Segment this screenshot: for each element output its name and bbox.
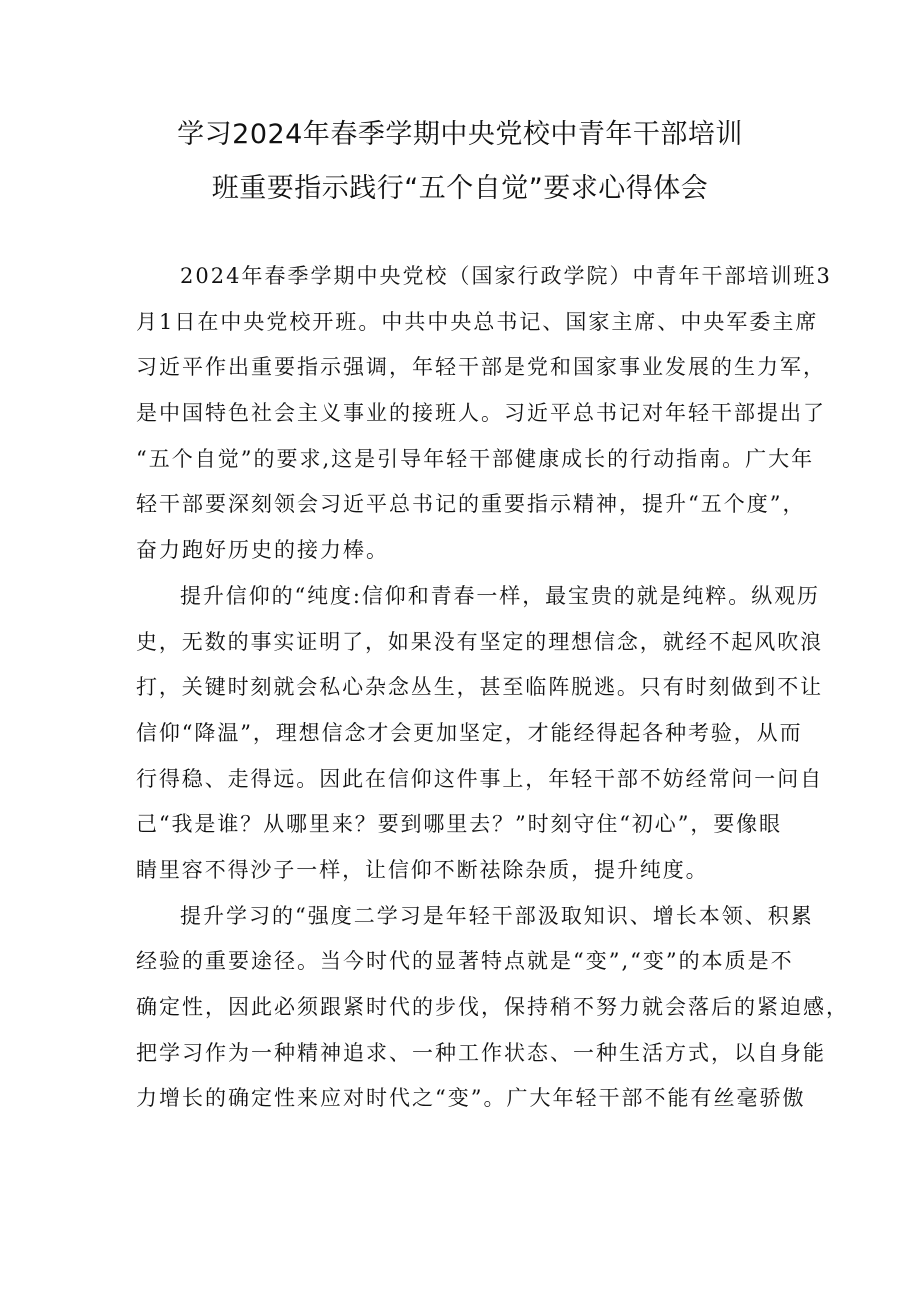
text-line: 行得稳、走得远。因此在信仰这件事上，年轻干部不妨经常问一问自 <box>136 766 823 791</box>
document-body <box>136 254 849 1122</box>
paragraph <box>136 894 849 1122</box>
text-line: 提升学习的“强度二学习是年轻干部汲取知识、增长本领、积累 <box>180 903 814 928</box>
text-line: 轻干部要深刻领会习近平总书记的重要指示精神，提升“五个度”， <box>136 492 806 517</box>
text-line: 打，关键时刻就会私心杂念丛生，甚至临阵脱逃。只有时刻做到不让 <box>136 675 823 700</box>
text-line: 是中国特色社会主义事业的接班人。习近平总书记对年轻干部提出了 <box>136 401 826 426</box>
text-line: 确定性，因此必须跟紧时代的步伐，保持稍不努力就会落后的紧迫感， <box>136 995 849 1019</box>
title-line: 学习2024年春季学期中央党校中青年干部培训 <box>177 119 743 150</box>
text-line: 史，无数的事实证明了，如果没有坚定的理想信念，就经不起风吹浪 <box>136 629 823 654</box>
text-line: 奋力跑好历史的接力棒。 <box>136 538 389 563</box>
text-line: “五个自觉”的要求,这是引导年轻干部健康成长的行动指南。广大年 <box>136 446 815 471</box>
document-title <box>120 108 800 216</box>
text-line: 提升信仰的“纯度:信仰和青春一样，最宝贵的就是纯粹。纵观历 <box>180 583 820 608</box>
text-line: 把学习作为一种精神追求、一种工作状态、一种生活方式，以自身能 <box>136 1040 826 1065</box>
text-line: 己“我是谁？从哪里来？要到哪里去？”时刻守住“初心”，要像眼 <box>136 812 782 837</box>
paragraph <box>136 574 823 894</box>
text-line: 信仰“降温”，理想信念才会更加坚定，才能经得起各种考验，从而 <box>136 720 803 745</box>
title-line: 班重要指示践行“五个自觉”要求心得体会 <box>211 173 709 204</box>
text-line: 习近平作出重要指示强调，年轻干部是党和国家事业发展的生力军， <box>136 355 826 380</box>
text-line: 2024年春季学期中央党校（国家行政学院）中青年干部培训班3 <box>180 264 832 288</box>
text-line: 月1日在中央党校开班。中共中央总书记、国家主席、中央军委主席 <box>136 309 819 334</box>
paragraph <box>136 254 832 574</box>
text-line: 睛里容不得沙子一样，让信仰不断祛除杂质，提升纯度。 <box>136 857 709 882</box>
text-line: 经验的重要途径。当今时代的显著特点就是“变”,“变”的本质是不 <box>136 949 794 974</box>
text-line: 力增长的确定性来应对时代之“变”。广大年轻干部不能有丝毫骄傲 <box>136 1086 806 1111</box>
